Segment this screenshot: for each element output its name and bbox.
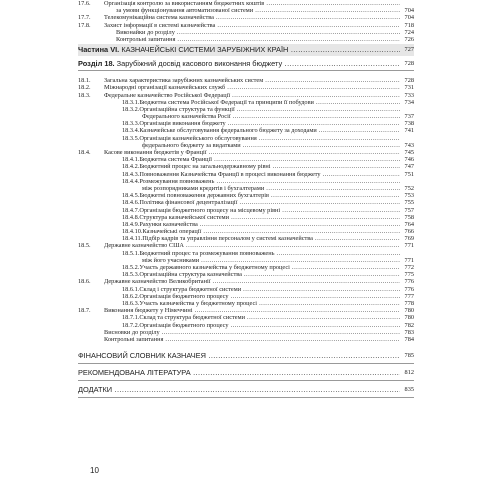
toc-entry-title: Контрольні запитання ..... xyxy=(116,36,400,43)
toc-entry xyxy=(78,336,414,343)
toc-entry-number: 18.5. xyxy=(78,242,91,250)
toc-entry-page: 784 xyxy=(400,336,414,343)
toc-entry-title: 18.5.3.Організаційна структура казначейства ..... xyxy=(122,271,400,278)
toc-entry-page: 775 xyxy=(400,271,414,278)
toc-entry-page: 751 xyxy=(400,171,414,178)
toc-entry-number: 18.6. xyxy=(78,278,91,286)
toc-entry xyxy=(78,22,414,29)
backmatter-page: 812 xyxy=(400,366,414,380)
toc-entry-title: 18.4.1.Бюджетна система Франції ..... xyxy=(122,156,400,163)
backmatter-page: 785 xyxy=(400,349,414,363)
toc-entry-title: Касове виконання бюджетів у Франції ..... xyxy=(104,149,400,156)
toc-entry xyxy=(78,113,414,120)
toc-entry-page: 758 xyxy=(400,214,414,221)
toc-entry-number: 18.7. xyxy=(78,307,91,315)
toc-entry-title: за умови функціонування автоматизованої системи ..... xyxy=(116,7,400,14)
toc-entry xyxy=(78,156,414,163)
toc-entry-page: 776 xyxy=(400,278,414,285)
toc-entry xyxy=(78,36,414,43)
toc-entry-title: 18.4.5.Бюджетні повноваження державних бухгалтерів ..... xyxy=(122,192,400,199)
part-title: КАЗНАЧЕЙСЬКІ СИСТЕМИ ЗАРУБІЖНИХ КРАЇН xyxy=(121,45,289,55)
toc-entry-title: Телекомунікаційна система казначейства ..... xyxy=(104,14,400,21)
toc-entry xyxy=(78,14,414,21)
toc-entry-number: 18.3. xyxy=(78,91,91,99)
toc-entry-page: 783 xyxy=(400,329,414,336)
toc-entry-title: 18.4.2.Бюджетний процес на загальнодержавному рівні ..... xyxy=(122,163,400,170)
part-label: Частина VI. xyxy=(78,45,120,55)
toc-entry-title: 18.4.4.Розмежування повноважень ..... xyxy=(122,178,400,185)
backmatter-title: ДОДАТКИ ..... xyxy=(78,383,400,397)
toc-entry-page: 718 xyxy=(400,22,414,29)
toc-entry-page: 769 xyxy=(400,235,414,242)
page-number: 10 xyxy=(90,466,99,475)
toc-entry-page: 724 xyxy=(400,29,414,36)
toc-entry-number: 17.6. xyxy=(78,0,91,7)
table-of-contents xyxy=(78,0,414,400)
toc-entry-page: 745 xyxy=(400,149,414,156)
toc-entry-page: 743 xyxy=(400,142,414,149)
toc-entry xyxy=(78,106,414,113)
toc-entry-page: 704 xyxy=(400,14,414,21)
toc-entry-title: 18.4.3.Повноваження Казначейства Франції в процесі виконання бюджету ..... xyxy=(122,171,400,178)
toc-entry xyxy=(78,278,414,285)
toc-entry xyxy=(78,178,414,185)
toc-entry-title: 18.4.9.Рахунки казначейства ..... xyxy=(122,221,400,228)
toc-entry xyxy=(78,242,414,249)
toc-entry xyxy=(78,7,414,14)
toc-entry-title: 18.6.1.Склад і структура бюджетної системи ..... xyxy=(122,286,400,293)
toc-entry-number: 17.8. xyxy=(78,21,91,29)
toc-entry xyxy=(78,271,414,278)
toc-entry xyxy=(78,329,414,336)
toc-entry-title: 18.4.7.Організація бюджетного процесу на місцевому рівні ..... xyxy=(122,207,400,214)
toc-entry-page: 746 xyxy=(400,156,414,163)
toc-entry-page: 741 xyxy=(400,127,414,134)
toc-entry xyxy=(78,286,414,293)
toc-entry-title: Висновки до розділу ..... xyxy=(104,329,400,336)
toc-entry xyxy=(78,163,414,170)
toc-entry-page: 782 xyxy=(400,322,414,329)
toc-entry xyxy=(78,257,414,264)
toc-entry-title: Захист інформації в системі казначейства ..... xyxy=(104,22,400,29)
toc-entry-title: 18.4.10.Казначейські операції ..... xyxy=(122,228,400,235)
toc-entry-page: 764 xyxy=(400,221,414,228)
toc-entry-title: 18.3.5.Організація казначейського обслуговування ..... xyxy=(122,135,400,142)
part-heading xyxy=(78,44,414,56)
toc-entry-page: 757 xyxy=(400,207,414,214)
toc-entry-title: Загальна характеристика зарубіжних казначейських систем ..... xyxy=(104,77,400,84)
toc-entry-page: 733 xyxy=(400,92,414,99)
backmatter-title: РЕКОМЕНДОВАНА ЛІТЕРАТУРА ..... xyxy=(78,366,400,380)
toc-entry xyxy=(78,149,414,156)
toc-entry xyxy=(78,300,414,307)
toc-entry-title: 18.3.2.Організаційна структура та функції ..... xyxy=(122,106,400,113)
toc-entry-page: 780 xyxy=(400,314,414,321)
toc-entry-page: 780 xyxy=(400,307,414,314)
toc-entry-page: 737 xyxy=(400,113,414,120)
section-page: 728 xyxy=(400,58,414,70)
backmatter-heading xyxy=(78,366,414,381)
toc-entry-page: 738 xyxy=(400,120,414,127)
toc-entry xyxy=(78,92,414,99)
toc-entry-page: 772 xyxy=(400,264,414,271)
toc-entry-title: Контрольні запитання ..... xyxy=(104,336,400,343)
toc-entry-page: 777 xyxy=(400,293,414,300)
backmatter-page: 835 xyxy=(400,383,414,397)
section-title: Зарубіжний досвід касового виконання бюджету xyxy=(116,59,283,69)
toc-entry-title: між розпорядниками кредитів і бухгалтерами ..... xyxy=(142,185,400,192)
toc-entry-title: 18.3.1.Бюджетна система Російської Федерації та принципи її побудови ..... xyxy=(122,99,400,106)
toc-entry-title: Організація контролю за використанням бюджетних коштів ..... xyxy=(104,0,400,7)
toc-entry xyxy=(78,192,414,199)
backmatter-heading xyxy=(78,349,414,364)
toc-entry-title: 18.6.2.Організація бюджетного процесу ..... xyxy=(122,293,400,300)
toc-entry-title: 18.5.1.Бюджетний процес та розмежування повноважень ..... xyxy=(122,250,400,257)
toc-entry-title: Державне казначейство Великобританії ..... xyxy=(104,278,400,285)
toc-entry-title: 18.6.3.Участь казначейства у бюджетному процесі ..... xyxy=(122,300,400,307)
toc-entry-number: 18.4. xyxy=(78,149,91,156)
toc-entry xyxy=(78,171,414,178)
toc-entry xyxy=(78,0,414,7)
toc-entry-page: 734 xyxy=(400,99,414,106)
toc-entry xyxy=(78,199,414,206)
toc-entry xyxy=(78,307,414,314)
toc-entry xyxy=(78,322,414,329)
backmatter-title: ФІНАНСОВИЙ СЛОВНИК КАЗНАЧЕЯ ..... xyxy=(78,349,400,363)
toc-entry xyxy=(78,314,414,321)
toc-entry xyxy=(78,99,414,106)
toc-entry-page: 747 xyxy=(400,163,414,170)
toc-entry xyxy=(78,235,414,242)
toc-entry xyxy=(78,185,414,192)
toc-entry xyxy=(78,142,414,149)
toc-entry xyxy=(78,84,414,91)
toc-entry-page: 726 xyxy=(400,36,414,43)
toc-entry-page: 753 xyxy=(400,192,414,199)
toc-entry xyxy=(78,29,414,36)
toc-entry-title: 18.5.2.Участь державного казначейства у бюджетному процесі ..... xyxy=(122,264,400,271)
toc-entry xyxy=(78,207,414,214)
toc-entry-title: 18.3.4.Казначейське обслуговування федерального бюджету за доходами ..... xyxy=(122,127,400,134)
toc-entry xyxy=(78,214,414,221)
toc-entry-page: 771 xyxy=(400,242,414,249)
toc-entry xyxy=(78,221,414,228)
toc-entry-page: 752 xyxy=(400,185,414,192)
toc-entry-page: 776 xyxy=(400,286,414,293)
backmatter-heading xyxy=(78,383,414,398)
toc-entry-page: 771 xyxy=(400,257,414,264)
toc-entry xyxy=(78,264,414,271)
toc-entry-page: 731 xyxy=(400,84,414,91)
toc-entry-title: 18.7.2.Організація бюджетного процесу ..... xyxy=(122,322,400,329)
toc-entry-page: 778 xyxy=(400,300,414,307)
toc-entry xyxy=(78,120,414,127)
toc-entry-title: Міжнародні організації казначейських служб ..... xyxy=(104,84,400,91)
part-page: 727 xyxy=(400,44,414,56)
toc-entry-number: 17.7. xyxy=(78,14,91,22)
toc-entry-page: 728 xyxy=(400,77,414,84)
toc-entry-title: 18.7.1.Склад та структура бюджетної системи ..... xyxy=(122,314,400,321)
toc-entry xyxy=(78,250,414,257)
toc-entry xyxy=(78,77,414,84)
toc-entry-title: Виконання бюджету у Німеччині ..... xyxy=(104,307,400,314)
toc-entry-title: 18.4.6.Політика фінансової децентралізації ..... xyxy=(122,199,400,206)
toc-entry xyxy=(78,228,414,235)
toc-entry-title: 18.3.3.Організація виконання бюджету ..... xyxy=(122,120,400,127)
section-label: Розділ 18. xyxy=(78,59,115,69)
toc-entry xyxy=(78,135,414,142)
section-heading xyxy=(78,58,414,71)
toc-entry-page: 704 xyxy=(400,7,414,14)
toc-entry xyxy=(78,293,414,300)
toc-entry-number: 18.2. xyxy=(78,84,91,92)
toc-entry-number: 18.1. xyxy=(78,77,91,85)
toc-entry xyxy=(78,127,414,134)
toc-entry-title: Виконайки до розділу ..... xyxy=(116,29,400,36)
toc-entry-title: федерального бюджету за видатками ..... xyxy=(142,142,400,149)
toc-entry-title: 18.4.11.Підбір кадрів та управління персоналом у системі казначейства ..... xyxy=(122,235,400,242)
toc-entry-title: Федерального казначейства Росії ..... xyxy=(142,113,400,120)
toc-entry-title: між його учасниками ..... xyxy=(142,257,400,264)
toc-entry-title: 18.4.8.Структура казначейської системи ..... xyxy=(122,214,400,221)
toc-entry-page: 755 xyxy=(400,199,414,206)
toc-entry-page: 766 xyxy=(400,228,414,235)
toc-entry-title: Федеральне казначейство Російської Федерації ..... xyxy=(104,92,400,99)
toc-entry-title: Державне казначейство США ..... xyxy=(104,242,400,249)
